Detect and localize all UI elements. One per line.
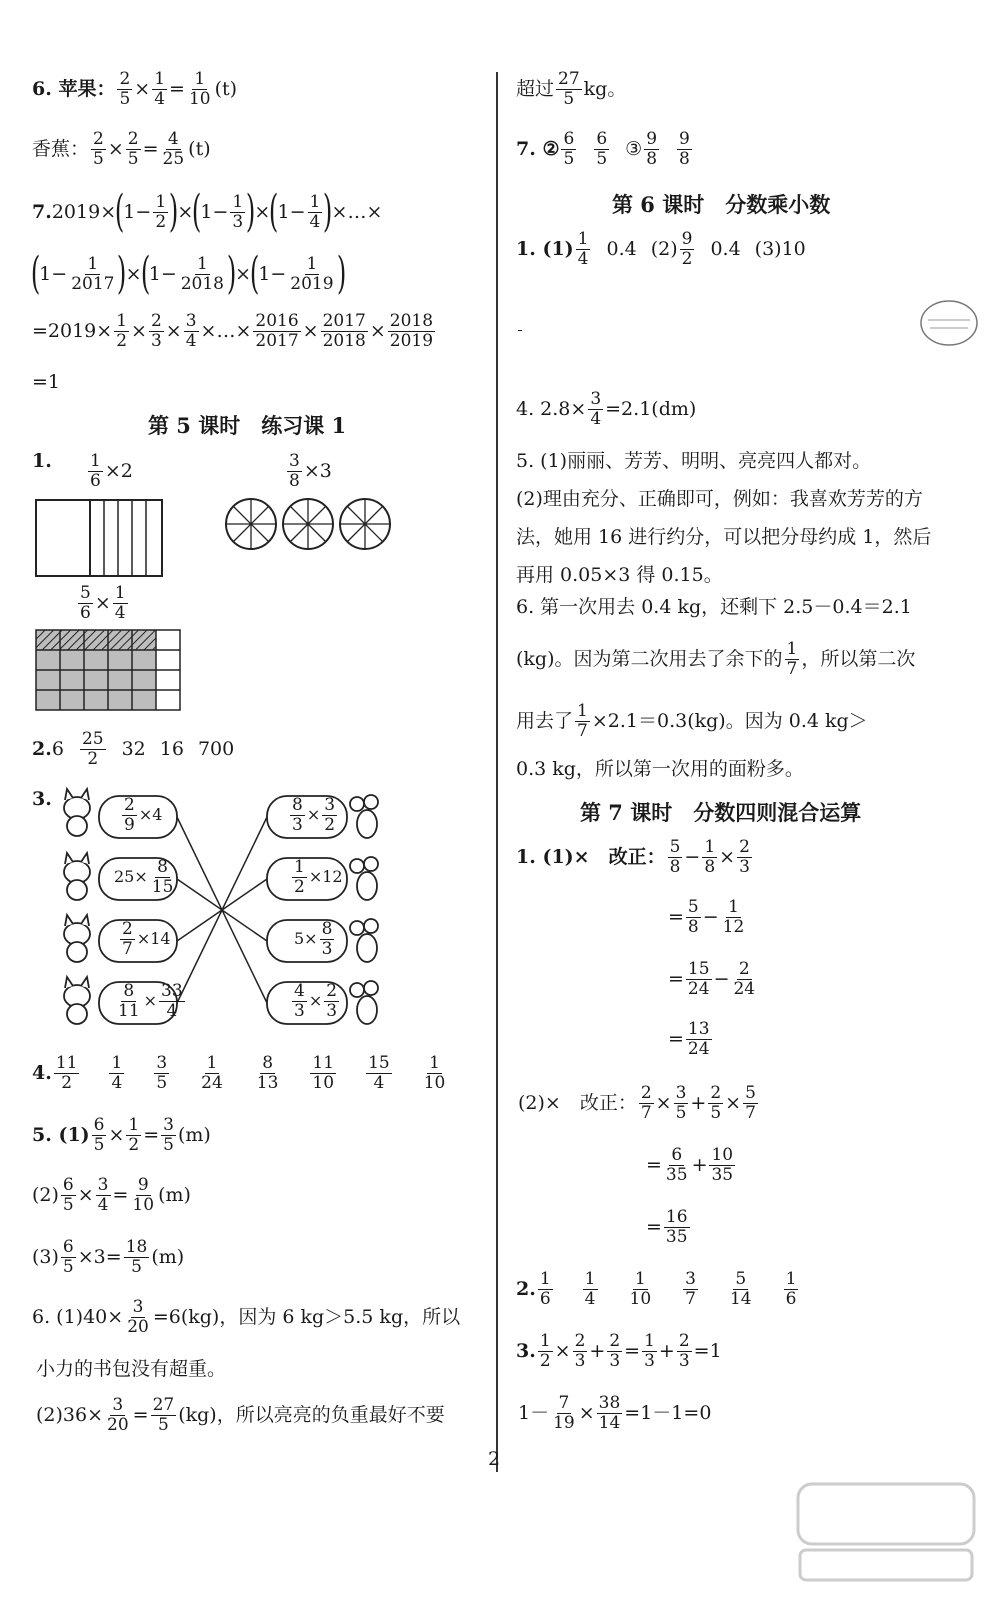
page-number: 2	[488, 1448, 501, 1470]
q7-line1: 7. 2019 × ( 1 − $\frac{1}{2}$ ) × ( 1 − $\frac{1}{3}$ ) × ( 1 − $\frac{1}{4}$ ) × … ×	[32, 186, 383, 237]
q1c-expr: $\frac{5}{6}$ × $\frac{1}{4}$	[80, 583, 126, 623]
r7-q3-line2: 1－ $\frac{7}{19}$ × $\frac{38}{14}$ =1－1=0	[518, 1393, 712, 1433]
q1a-rect-diagram	[36, 500, 166, 580]
q3-label: 3.	[32, 788, 52, 810]
q1-label: 1.	[32, 450, 52, 472]
r-q6-line2: (kg)。因为第二次用去了余下的 $\frac{1}{7}$ ，所以第二次	[516, 639, 916, 679]
cat-icon	[64, 977, 90, 1024]
q3-right-2: $\frac{1}{2}$ ×12	[294, 857, 343, 897]
r-q3	[516, 330, 524, 331]
q6b-line3: (2)36× $\frac{3}{20}$ = $\frac{27}{5}$ (kg)，所以亮亮的负重最好不要	[36, 1395, 445, 1435]
lesson7-title: 第 7 课时 分数四则混合运算	[580, 800, 862, 825]
q4-row: 4. $\frac{11}{2}$ $\frac{1}{4}$ $\frac{3}{5}$ $\frac{1}{24}$ $\frac{8}{13}$ $\frac{11}{10}$ $\frac{15}{4}$ $\frac{1}{10}$	[32, 1053, 446, 1093]
r-q1: 1. (1) $\frac{1}{4}$ 0.4 (2) $\frac{9}{2}$ 0.4 (3)10	[516, 229, 806, 269]
q6-label: 6. 苹果：	[32, 77, 116, 100]
r-q5: 5. (1)丽丽、芳芳、明明、亮亮四人都对。 (2)理由充分、正确即可，例如：我喜欢芳芳的方 法，她用 16 进行约分，可以把分母约成 1，然后 再用 0.05×3 得 0.15。	[516, 450, 932, 586]
r7-q1a-e3: = $\frac{15}{24}$ − $\frac{2}{24}$	[668, 959, 756, 999]
q1b-expr: $\frac{3}{8}$ × 3	[289, 451, 332, 491]
q2-row: 2. 6 $\frac{25}{2}$ 32 16 700	[32, 729, 235, 769]
r7-q3-line1: 3. $\frac{1}{2}$ × $\frac{2}{3}$ + $\frac{2}{3}$ = $\frac{1}{3}$ + $\frac{2}{3}$ =1	[516, 1331, 722, 1371]
q6-banana: 香蕉： $\frac{2}{5}$ × $\frac{2}{5}$ = $\frac{4}{25}$ (t)	[32, 129, 211, 169]
q3-right-3: 5× $\frac{8}{3}$	[294, 919, 333, 959]
column-divider	[496, 72, 498, 1472]
q1b-circles-diagram	[225, 498, 395, 554]
q5-p2: (2) $\frac{6}{5}$ × $\frac{3}{4}$ = $\frac{9}{10}$ (m)	[32, 1175, 191, 1215]
q6b-line1: 6. (1)40× $\frac{3}{20}$ =6(kg)，因为 6 kg＞5.5 kg，所以	[32, 1297, 461, 1337]
mouse-icon	[350, 795, 378, 838]
lesson5-title: 第 5 课时 练习课 1	[148, 413, 347, 438]
watermark-logo	[796, 1476, 976, 1586]
q7-line2: ( 1 − $\frac{1}{2017}$ ) × ( 1 − $\frac{1}{2018}$ ) × ( 1 − $\frac{1}{2019}$ )	[30, 248, 346, 299]
r7-q1b-e1: (2)× 改正： $\frac{2}{7}$ × $\frac{3}{5}$ + $\frac{2}{5}$ × $\frac{5}{7}$	[518, 1083, 756, 1123]
q3-right-1: $\frac{8}{3}$ × $\frac{3}{2}$	[292, 795, 336, 835]
r-q6-line3: 用去了 $\frac{1}{7}$ ×2.1＝0.3(kg)。因为 0.4 kg＞	[516, 701, 868, 741]
r7-q1a-e4: = $\frac{13}{24}$	[668, 1019, 710, 1059]
q3-left-1: $\frac{2}{9}$ ×4	[124, 795, 163, 835]
q3-left-2: 25× $\frac{8}{15}$	[114, 857, 174, 897]
cat-icon	[64, 853, 90, 900]
r7-q2: 2. $\frac{1}{6}$ $\frac{1}{4}$ $\frac{1}{10}$ $\frac{3}{7}$ $\frac{5}{14}$ $\frac{1}{6}$	[516, 1269, 797, 1309]
r7-q1a-e2: = $\frac{5}{8}$ − $\frac{1}{12}$	[668, 897, 745, 937]
cat-icon	[64, 789, 90, 836]
mouse-icon	[350, 919, 378, 962]
r-q7: 7. ② $\frac{6}{5}$ $\frac{6}{5}$ ③ $\frac{9}{8}$ $\frac{9}{8}$	[516, 129, 690, 169]
school-stamp	[918, 298, 980, 348]
lesson6-title: 第 6 课时 分数乘小数	[612, 192, 831, 217]
q7-line3: = 2019 × $\frac{1}{2}$ × $\frac{2}{3}$ × $\frac{3}{4}$ × … × $\frac{2016}{2017}$ × $\frac{2017}{2018}$ × $\frac{2018}{2019}$	[32, 311, 434, 351]
r7-q1b-e2: = $\frac{6}{35}$ + $\frac{10}{35}$	[646, 1145, 734, 1185]
mouse-icon	[350, 981, 378, 1024]
q3-left-3: $\frac{2}{7}$ ×14	[122, 919, 171, 959]
q5-p1: 5. (1) $\frac{6}{5}$ × $\frac{1}{2}$ = $\frac{3}{5}$ (m)	[32, 1115, 211, 1155]
r-q6-line1: 6. 第一次用去 0.4 kg，还剩下 2.5－0.4＝2.1	[516, 596, 912, 618]
q6-apple: 6. 苹果： $\frac{2}{5}$ × $\frac{1}{4}$ = $\frac{1}{10}$ (t)	[32, 69, 238, 109]
q6b-line2: 小力的书包没有超重。	[36, 1358, 227, 1380]
r7-q1a-e1: 1. (1)× 改正： $\frac{5}{8}$ − $\frac{1}{8}$ × $\frac{2}{3}$	[516, 837, 750, 877]
q3-right-4: $\frac{4}{3}$ × $\frac{2}{3}$	[294, 981, 338, 1021]
q3-matching-diagram	[55, 786, 395, 1036]
q3-left-4: $\frac{8}{11}$ × $\frac{33}{4}$	[118, 981, 183, 1021]
r7-q1b-e3: = $\frac{16}{35}$	[646, 1207, 688, 1247]
q1a-expr: $\frac{1}{6}$ × 2	[90, 451, 133, 491]
q1c-grid-diagram	[36, 630, 186, 712]
r-q6-line4: 0.3 kg，所以第一次用的面粉多。	[516, 758, 804, 780]
q7-result: =1	[32, 371, 61, 393]
r-continuation: 超过 $\frac{27}{5}$ kg。	[516, 69, 627, 109]
q5-p3: (3) $\frac{6}{5}$ × 3 = $\frac{18}{5}$ (m)	[32, 1237, 185, 1277]
cat-icon	[64, 915, 90, 962]
mouse-icon	[350, 857, 378, 900]
r-q4: 4. 2.8× $\frac{3}{4}$ =2.1(dm)	[516, 389, 697, 429]
